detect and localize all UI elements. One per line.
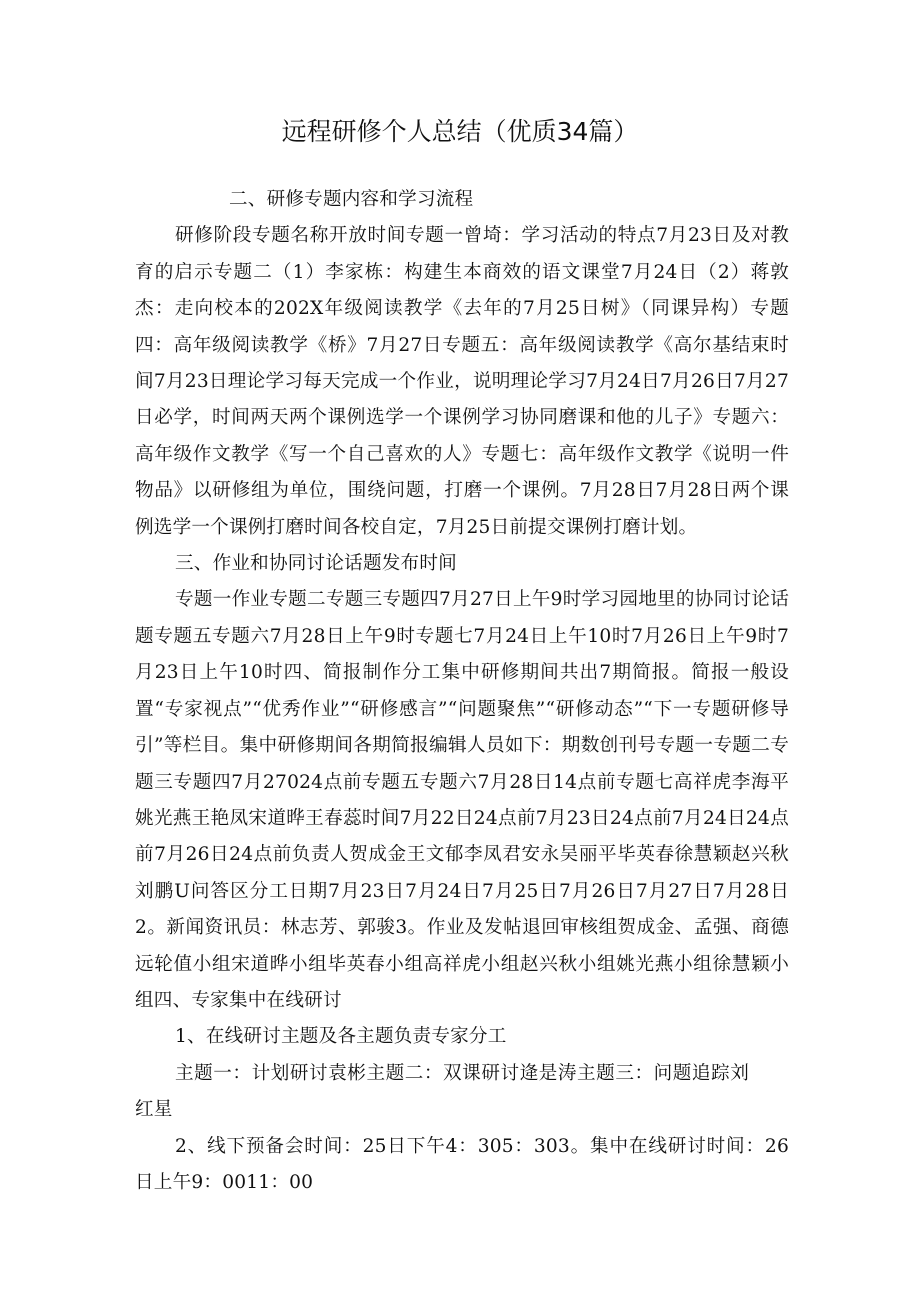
paragraph-research-topics: 研修阶段专题名称开放时间专题一曾埼：学习活动的特点7月23日及对教育的启示专题二（1）李家栋：构建生本商效的语文课堂7月24日（2）蒋敦杰：走向校本的202X年级阅读教学《去年的7月25日树》（同课异构）专题四：高年级阅读教学《桥》7月27日专题五：高年级阅读教学《高尔基结束时间7月23日理论学习每天完成一个作业，说明理论学习7月24日7月26日7月27日必学，时间两天两个课例选学一个课例学习协同磨课和他的儿子》专题六：高年级作文教学《写一个自己喜欢的人》专题七：高年级作文教学《说明一件物品》以研修组为单位，围绕问题，打磨一个课例。7月28日7月28日两个课例选学一个课例打磨时间各校自定，7月25日前提交课例打磨计划。 — [135, 225, 789, 538]
section-heading-research-topics: 二、研修专题内容和学习流程 — [229, 189, 474, 210]
paragraph-homework-schedule: 专题一作业专题二专题三专题四7月27日上午9时学习园地里的协同讨论话题专题五专题六7月28日上午9时专题七7月24日上午10时7月26日上午9时7月23日上午10时四、简报制作分工集中研修期间共出7期简报。简报一般设置“专家视点”“优秀作业”“研修感言”“问题聚焦”“研修动态”“下一专题研修导引”等栏目。集中研修期间各期简报编辑人员如下：期数创刊号专题一专题二专题三专题四7月27024点前专题五专题六7月28日14点前专题七高祥虎李海平姚光燕王艳凤宋道晔王春蕊时间7月22日24点前7月23日24点前7月24日24点前7月26日24点前负责人贺成金王文郁李凤君安永吴丽平毕英春徐慧颖赵兴秋刘鹏U问答区分工日期7月23日7月24日7月25日7月26日7月27日7月28日2。新闻资讯员：林志芳、郭骏3。作业及发帖退回审核组贺成金、孟强、商德远轮值小组宋道晔小组毕英春小组高祥虎小组赵兴秋小组姚光燕小组徐慧颖小组四、专家集中在线研讨 — [135, 589, 789, 1011]
section-heading-homework-schedule: 三、作业和协同讨论话题发布时间 — [175, 553, 457, 575]
paragraph-meeting-times: 2、线下预备会时间：25日下午4：305：303。集中在线研讨时间：26日上午9：0011：00 — [135, 1135, 789, 1193]
paragraph-online-topics-heading: 1、在线研讨主题及各主题负责专家分工 — [175, 1026, 507, 1048]
document-title: 远程研修个人总结（优质34篇） — [281, 117, 639, 146]
paragraph-online-topics: 主题一：计划研讨袁彬主题二：双课研讨逄是涛主题三：问题追踪刘红星 — [135, 1062, 749, 1121]
document-body — [135, 182, 789, 1201]
